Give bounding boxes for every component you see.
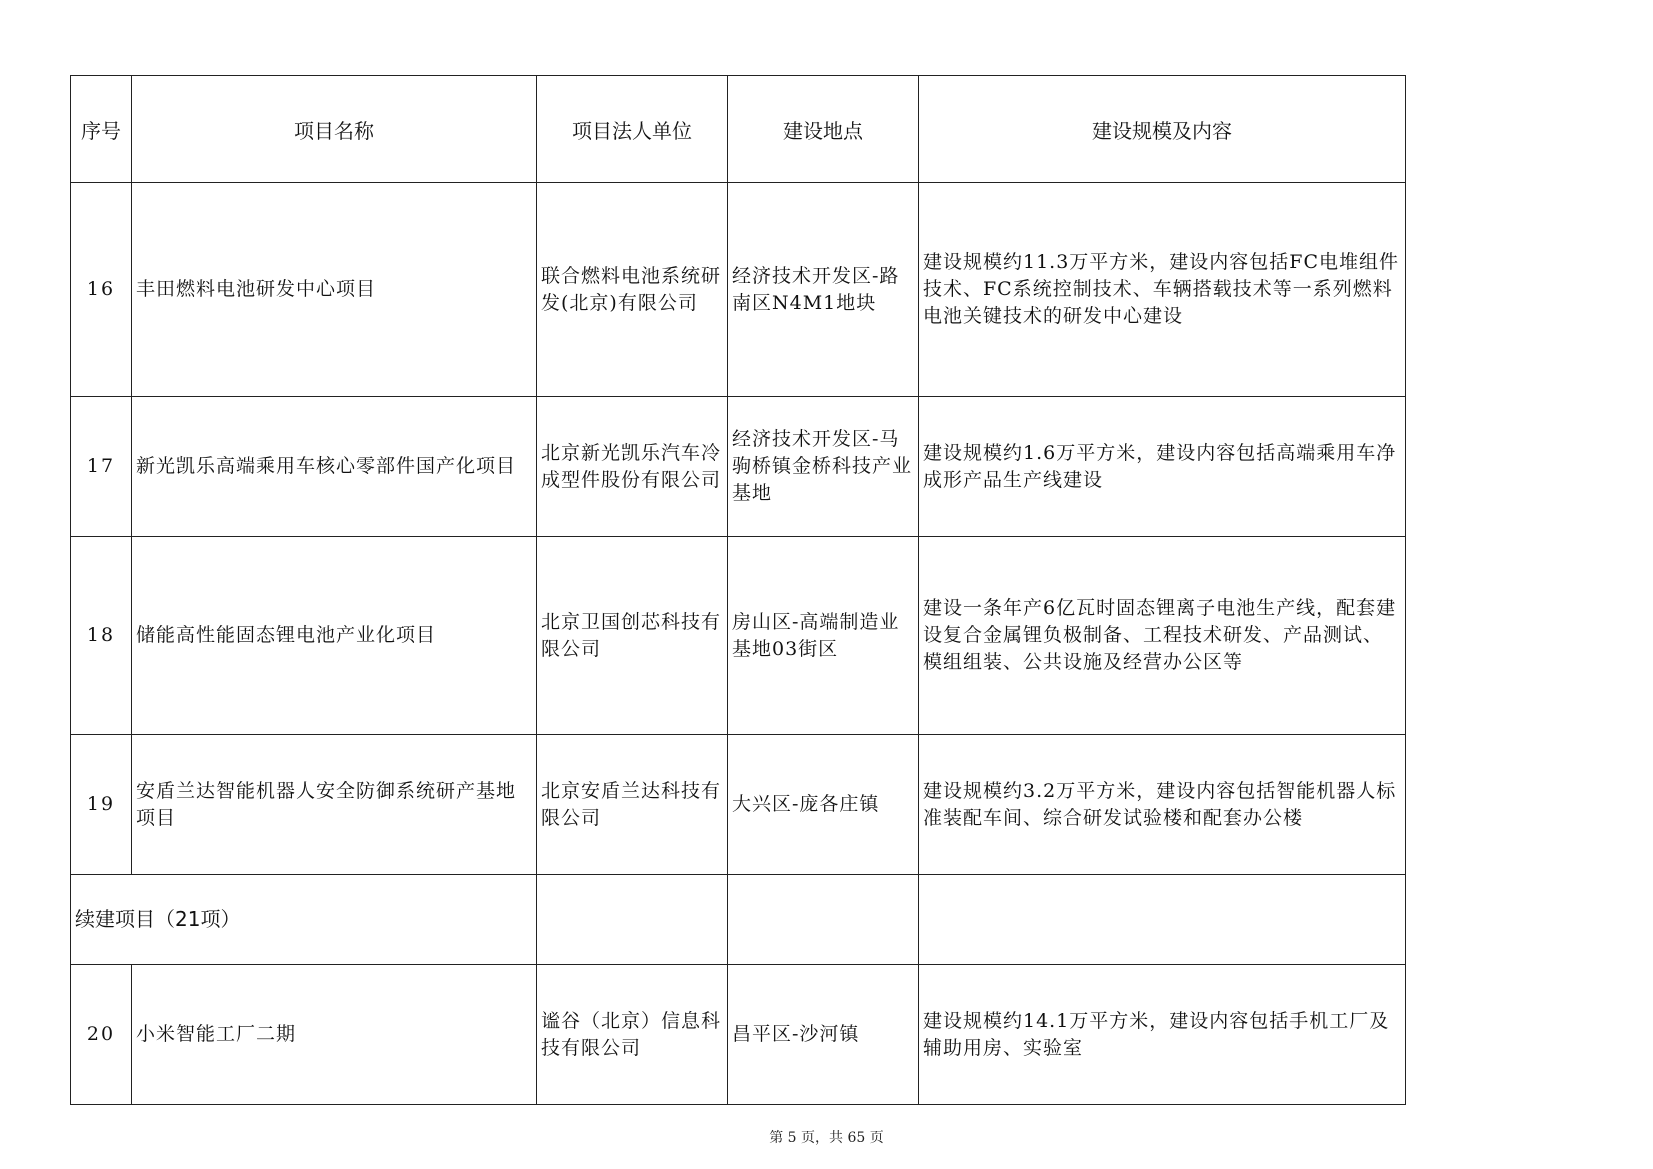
row-location: 房山区-高端制造业基地03街区	[728, 537, 919, 735]
row-location: 经济技术开发区-马驹桥镇金桥科技产业基地	[728, 397, 919, 537]
row-scope: 建设规模约11.3万平方米，建设内容包括FC电堆组件技术、FC系统控制技术、车辆搭载技术等一系列燃料电池关键技术的研发中心建设	[919, 183, 1406, 397]
row-name: 安盾兰达智能机器人安全防御系统研产基地项目	[132, 735, 537, 875]
project-table	[70, 75, 1406, 1105]
section-label: 续建项目（21项）	[71, 875, 537, 965]
table-row	[71, 965, 1406, 1105]
row-seq: 18	[71, 537, 132, 735]
header-seq: 序号	[71, 76, 132, 183]
header-scope: 建设规模及内容	[919, 76, 1406, 183]
section-empty-cell	[537, 875, 728, 965]
row-name: 小米智能工厂二期	[132, 965, 537, 1105]
row-location: 昌平区-沙河镇	[728, 965, 919, 1105]
row-seq: 20	[71, 965, 132, 1105]
row-name: 储能高性能固态锂电池产业化项目	[132, 537, 537, 735]
section-empty-cell	[919, 875, 1406, 965]
row-owner: 谧谷（北京）信息科技有限公司	[537, 965, 728, 1105]
header-row	[71, 76, 1406, 183]
row-location: 大兴区-庞各庄镇	[728, 735, 919, 875]
row-scope: 建设规模约3.2万平方米，建设内容包括智能机器人标准装配车间、综合研发试验楼和配套办公楼	[919, 735, 1406, 875]
row-owner: 联合燃料电池系统研发(北京)有限公司	[537, 183, 728, 397]
header-name: 项目名称	[132, 76, 537, 183]
table-row	[71, 183, 1406, 397]
row-scope: 建设规模约1.6万平方米，建设内容包括高端乘用车净成形产品生产线建设	[919, 397, 1406, 537]
row-location: 经济技术开发区-路南区N4M1地块	[728, 183, 919, 397]
row-scope: 建设规模约14.1万平方米，建设内容包括手机工厂及辅助用房、实验室	[919, 965, 1406, 1105]
row-owner: 北京安盾兰达科技有限公司	[537, 735, 728, 875]
table-row	[71, 397, 1406, 537]
row-owner: 北京卫国创芯科技有限公司	[537, 537, 728, 735]
row-seq: 17	[71, 397, 132, 537]
section-row	[71, 875, 1406, 965]
section-empty-cell	[728, 875, 919, 965]
table-row	[71, 537, 1406, 735]
page-footer: 第 5 页，共 65 页	[769, 1130, 884, 1146]
row-seq: 16	[71, 183, 132, 397]
row-name: 丰田燃料电池研发中心项目	[132, 183, 537, 397]
row-owner: 北京新光凯乐汽车冷成型件股份有限公司	[537, 397, 728, 537]
header-owner: 项目法人单位	[537, 76, 728, 183]
row-scope: 建设一条年产6亿瓦时固态锂离子电池生产线，配套建设复合金属锂负极制备、工程技术研发、产品测试、模组组装、公共设施及经营办公区等	[919, 537, 1406, 735]
header-location: 建设地点	[728, 76, 919, 183]
table-row	[71, 735, 1406, 875]
row-seq: 19	[71, 735, 132, 875]
row-name: 新光凯乐高端乘用车核心零部件国产化项目	[132, 397, 537, 537]
